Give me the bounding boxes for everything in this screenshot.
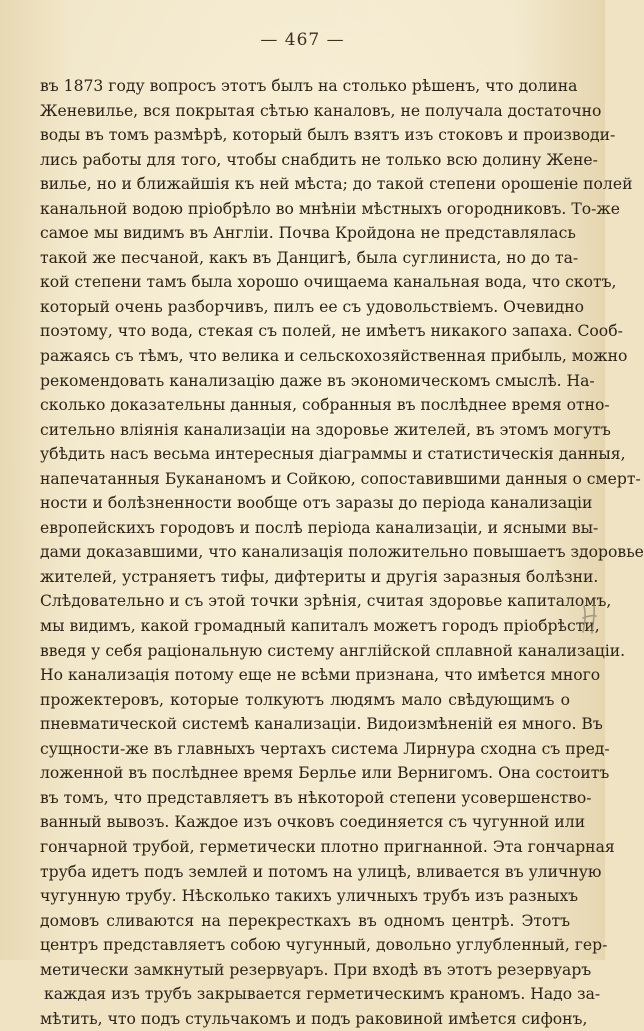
text-line: сительно вліянія канализаціи на здоровье жителей, въ этомъ могутъ [40, 420, 611, 439]
page-number: — 467 — [260, 30, 345, 50]
text-line: введя у себя раціональную систему англійской сплавной канализаціи. [40, 641, 626, 660]
text-line: въ 1873 году вопросъ этотъ былъ на столько рѣшенъ, что долина [40, 77, 578, 95]
text-line: воды въ томъ размѣрѣ, который былъ взятъ изъ стоковъ и производи- [40, 126, 616, 145]
text-line: такой же песчаной, какъ въ Данцигѣ, была суглиниста, но до та- [40, 248, 579, 267]
text-line: мѣтить, что подъ стульчакомъ и подъ раковиной имѣется сифонъ, [40, 1009, 588, 1028]
handwritten-pencil-mark-icon [580, 602, 602, 636]
text-line: ности и болѣзненности вообще отъ заразы до періода канализаціи [40, 494, 593, 513]
text-line: гончарной трубой, герметически плотно пригнанной. Эта гончарная [40, 837, 615, 856]
text-line: Женевилье, вся покрытая сѣтью каналовъ, не получала достаточно [40, 101, 602, 120]
text-line: пневматической системѣ канализаціи. Видоизмѣненій ея много. Въ [40, 715, 603, 734]
text-line: чугунную трубу. Нѣсколько такихъ уличныхъ трубъ изъ разныхъ [40, 887, 579, 906]
text-line: ражаясь съ тѣмъ, что велика и сельскохозяйственная прибыль, можно [40, 347, 628, 366]
body-text [40, 74, 644, 1031]
text-line: метически замкнутый резервуаръ. При входѣ въ этотъ резервуаръ [40, 960, 592, 979]
text-line: поэтому, что вода, стекая съ полей, не имѣетъ никакого запаха. Сооб- [40, 322, 623, 341]
text-line: вилье, но и ближайшія къ ней мѣста; до такой степени орошеніе полей [40, 175, 633, 194]
text-line: рекомендовать канализацію даже въ экономическомъ смыслѣ. На- [40, 371, 595, 390]
text-line: центръ представляетъ собою чугунный, довольно углубленный, гер- [40, 936, 608, 955]
text-line: въ томъ, что представляетъ въ нѣкоторой степени усовершенство- [40, 788, 592, 807]
text-line: сущности-же въ главныхъ чертахъ система Лирнура сходна съ пред- [40, 739, 610, 758]
text-line: ложенной въ послѣднее время Берлье или Вернигомъ. Она состоитъ [40, 764, 610, 783]
text-line: который очень разборчивъ, пилъ ее съ удовольствіемъ. Очевидно [40, 297, 585, 316]
text-line: лись работы для того, чтобы снабдить не только всю долину Жене- [40, 150, 598, 169]
text-line: прожектеровъ, которые толкуютъ людямъ мало свѣдующимъ о [40, 690, 570, 709]
text-line: труба идетъ подъ землей и потомъ на улицѣ, вливается въ уличную [40, 862, 602, 881]
text-line: домовъ сливаются на перекресткахъ въ одномъ центрѣ. Этотъ [40, 911, 570, 930]
text-line: кой степени тамъ была хорошо очищаема канальная вода, что скотъ, [40, 273, 617, 292]
text-line: дами доказавшими, что канализація положительно повышаетъ здоровье [40, 543, 644, 562]
text-line: убѣдить насъ весьма интересныя діаграммы и статистическія данныя, [40, 445, 626, 464]
text-line: самое мы видимъ въ Англіи. Почва Кройдона не представлялась [40, 224, 576, 243]
text-line: европейскихъ городовъ и послѣ періода канализаціи, и ясными вы- [40, 518, 599, 537]
text-line: жителей, устраняетъ тифы, дифтериты и другія заразныя болѣзни. [40, 567, 599, 586]
text-line: мы видимъ, какой громадный капиталъ можетъ городъ пріобрѣсти, [40, 617, 600, 636]
text-line: Но канализація потому еще не всѣми признана, что имѣется много [40, 666, 601, 685]
text-line: канальной водою пріобрѣло во мнѣніи мѣстныхъ огородниковъ. То-же [40, 199, 620, 218]
text-line: ванный вывозъ. Каждое изъ очковъ соединяется съ чугунной или [40, 813, 586, 832]
text-line: Слѣдовательно и съ этой точки зрѣнія, считая здоровье капиталомъ, [40, 592, 612, 611]
text-line: напечатанныя Букананомъ и Сойкою, сопоставившими данныя о смерт- [40, 469, 641, 488]
text-line: сколько доказательны данныя, собранныя въ послѣднее время отно- [40, 396, 610, 415]
text-line: каждая изъ трубъ закрывается герметическимъ краномъ. Надо за- [44, 985, 601, 1004]
